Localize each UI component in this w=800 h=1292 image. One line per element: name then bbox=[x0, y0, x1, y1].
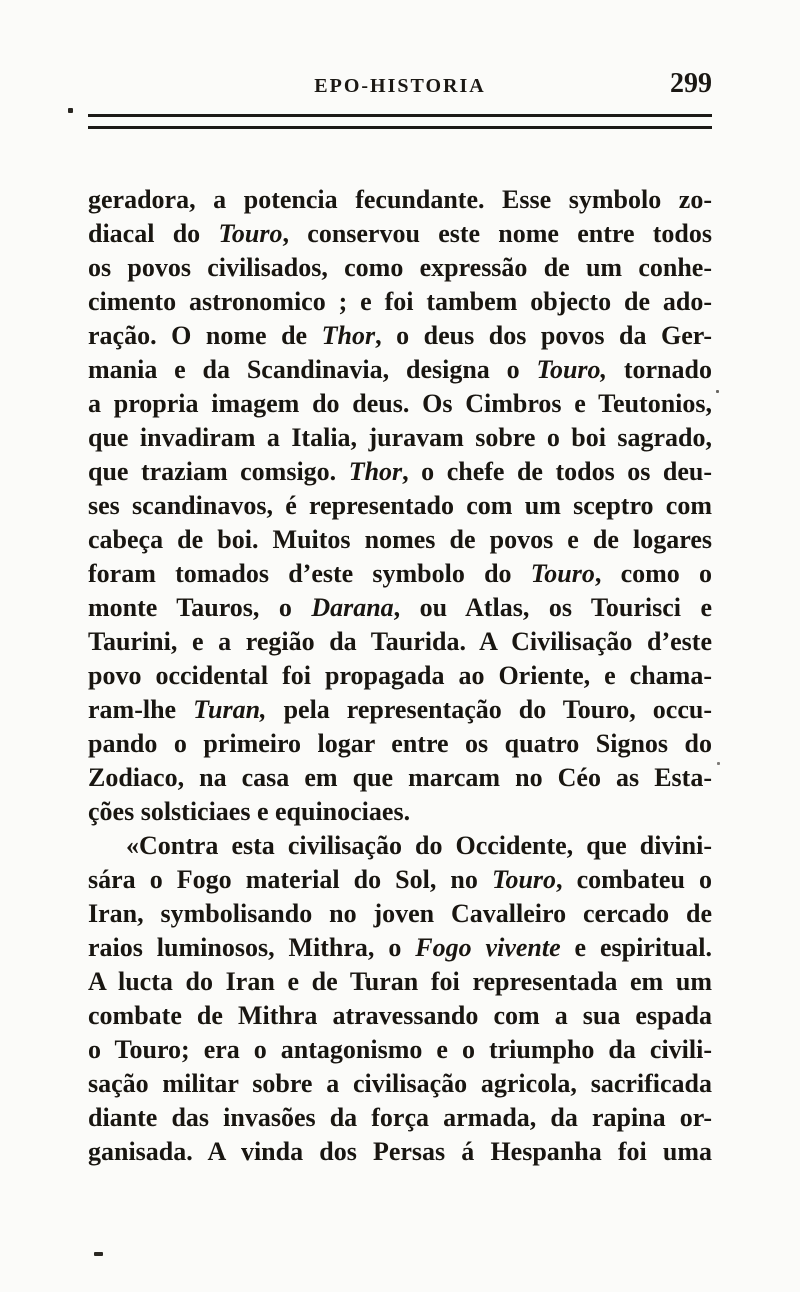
text-run: mania e da Scandinavia, designa o bbox=[88, 355, 537, 384]
text-run: cabeça de boi. Muitos nomes de povos e de logares bbox=[88, 525, 712, 554]
text-run: ções solsticiaes e equinociaes. bbox=[88, 797, 411, 826]
text-run: ganisada. A vinda dos Persas á Hespanha foi uma bbox=[88, 1137, 712, 1166]
text-line bbox=[88, 285, 712, 319]
text-line bbox=[88, 659, 712, 693]
text-run: os povos civilisados, como expressão de um conhe- bbox=[88, 253, 712, 282]
text-line bbox=[88, 557, 712, 591]
text-line bbox=[88, 1033, 712, 1067]
text-line bbox=[88, 1101, 712, 1135]
body-text bbox=[88, 183, 712, 1169]
text-run: , como o bbox=[594, 559, 712, 588]
text-run: que invadiram a Italia, juravam sobre o boi sagrado, bbox=[88, 423, 712, 452]
text-line bbox=[88, 217, 712, 251]
text-line bbox=[88, 455, 712, 489]
text-run: geradora, a potencia fecundante. Esse symbolo zo- bbox=[88, 185, 712, 214]
paragraph bbox=[88, 183, 712, 829]
text-line bbox=[88, 829, 712, 863]
ink-speck bbox=[94, 1252, 103, 1256]
text-line bbox=[88, 489, 712, 523]
italic-term: Thor bbox=[348, 457, 403, 486]
text-run: o Touro; era o antagonismo e o triumpho da civili- bbox=[88, 1035, 712, 1064]
italic-term: Darana bbox=[311, 593, 394, 622]
text-run: raios luminosos, Mithra, o bbox=[88, 933, 416, 962]
text-run: ram-lhe bbox=[88, 695, 194, 724]
italic-term: Fogo vivente bbox=[415, 933, 561, 962]
text-run: pela representação do Touro, occu- bbox=[266, 695, 712, 724]
text-run: ração. O nome de bbox=[88, 321, 322, 350]
text-line bbox=[88, 625, 712, 659]
text-line bbox=[88, 353, 712, 387]
page-number: 299 bbox=[670, 68, 712, 99]
italic-term: Touro bbox=[491, 865, 557, 894]
text-line bbox=[88, 387, 712, 421]
italic-term: Touro bbox=[530, 559, 595, 588]
text-run: sára o Fogo material do Sol, no bbox=[88, 865, 492, 894]
text-run: A lucta do Iran e de Turan foi representada em um bbox=[88, 967, 712, 996]
text-line bbox=[88, 897, 712, 931]
text-line bbox=[88, 319, 712, 353]
text-run: diante das invasões da força armada, da rapina or- bbox=[88, 1103, 712, 1132]
italic-term: Thor bbox=[321, 321, 376, 350]
text-run: Iran, symbolisando no joven Cavalleiro cercado de bbox=[88, 899, 712, 928]
italic-term: Touro bbox=[218, 219, 283, 248]
text-line bbox=[88, 421, 712, 455]
text-run: , conservou este nome entre todos bbox=[282, 219, 712, 248]
paragraph bbox=[88, 829, 712, 1169]
text-run: combate de Mithra atravessando com a sua espada bbox=[88, 1001, 712, 1030]
text-line bbox=[88, 591, 712, 625]
text-run: pando o primeiro logar entre os quatro Signos do bbox=[88, 729, 712, 758]
text-run: a propria imagem do deus. Os Cimbros e Teutonios, bbox=[88, 389, 712, 418]
italic-term: Touro, bbox=[536, 355, 608, 384]
text-run: monte Tauros, o bbox=[88, 593, 312, 622]
divider-rule-top bbox=[88, 114, 712, 117]
text-run: diacal do bbox=[88, 219, 219, 248]
text-line bbox=[88, 931, 712, 965]
text-run: cimento astronomico ; e foi tambem objecto de ado- bbox=[88, 287, 712, 316]
text-run: Zodiaco, na casa em que marcam no Céo as Esta- bbox=[88, 763, 712, 792]
ink-speck bbox=[68, 108, 73, 113]
text-line bbox=[88, 693, 712, 727]
text-line bbox=[88, 523, 712, 557]
text-line bbox=[88, 999, 712, 1033]
text-run: tornado bbox=[607, 355, 712, 384]
text-run: Taurini, e a região da Taurida. A Civilisação d’este bbox=[88, 627, 712, 656]
text-line bbox=[88, 863, 712, 897]
running-title: EPO-HISTORIA bbox=[314, 75, 486, 97]
text-run: ses scandinavos, é representado com um sceptro com bbox=[88, 491, 712, 520]
text-run: , o deus dos povos da Ger- bbox=[375, 321, 712, 350]
text-run: , combateu o bbox=[556, 865, 712, 894]
text-run: povo occidental foi propagada ao Oriente, e chama- bbox=[88, 661, 712, 690]
text-line bbox=[88, 761, 712, 795]
ink-speck bbox=[717, 762, 720, 765]
divider-rule-bottom bbox=[88, 126, 712, 129]
text-line bbox=[88, 1135, 712, 1169]
text-run: que traziam comsigo. bbox=[88, 457, 349, 486]
text-run: «Contra esta civilisação do Occidente, que divini- bbox=[126, 831, 712, 860]
text-line bbox=[88, 251, 712, 285]
text-line bbox=[88, 965, 712, 999]
text-line bbox=[88, 795, 712, 829]
text-run: e espiritual. bbox=[560, 933, 712, 962]
text-run: , o chefe de todos os deu- bbox=[402, 457, 712, 486]
text-run: sação militar sobre a civilisação agricola, sacrificada bbox=[88, 1069, 712, 1098]
text-line bbox=[88, 727, 712, 761]
text-line bbox=[88, 1067, 712, 1101]
italic-term: Turan, bbox=[193, 695, 267, 724]
text-line bbox=[88, 183, 712, 217]
ink-speck bbox=[716, 390, 719, 393]
text-run: , ou Atlas, os Tourisci e bbox=[393, 593, 712, 622]
text-run: foram tomados d’este symbolo do bbox=[88, 559, 531, 588]
